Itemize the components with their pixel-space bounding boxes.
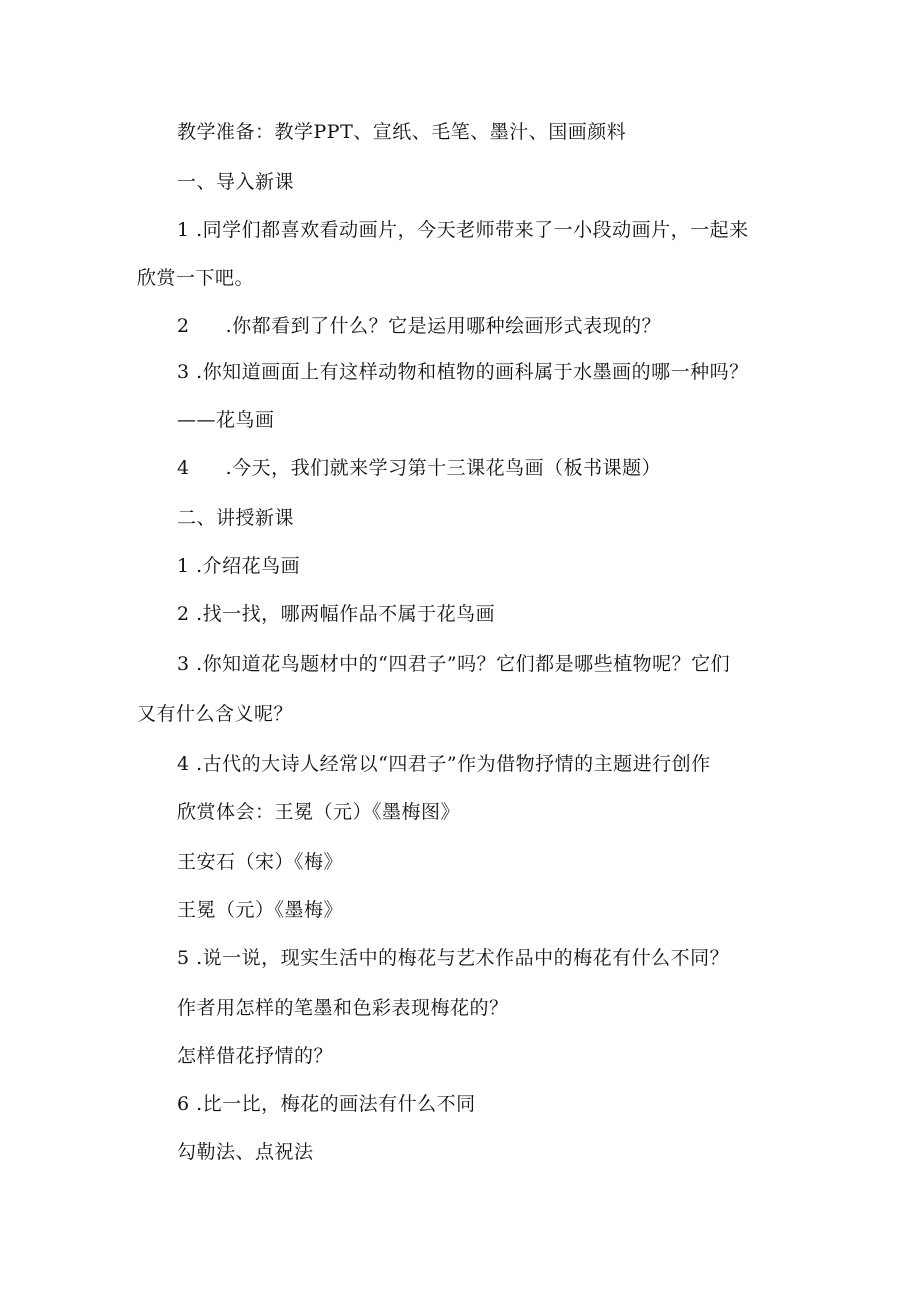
- list-item: [177, 602, 495, 626]
- list-item: [177, 1092, 476, 1116]
- item-number: 1: [177, 219, 190, 241]
- item-number: 2: [177, 603, 190, 625]
- item-number: 4: [177, 753, 190, 775]
- item-text: .你都看到了什么？它是运用哪种绘画形式表现的？: [225, 315, 662, 337]
- item-number: 6: [177, 1093, 190, 1115]
- list-item: [177, 554, 300, 578]
- item-continuation: 欣赏一下吧。: [137, 267, 255, 289]
- list-item: [177, 218, 749, 242]
- sub-answer: 勾勒法、点祝法: [177, 1141, 314, 1163]
- sub-question: 怎样借花抒情的？: [177, 1045, 334, 1067]
- item-text: .比一比，梅花的画法有什么不同: [196, 1093, 476, 1115]
- item-continuation: 又有什么含义呢？: [137, 703, 294, 725]
- item-text: .你知道花鸟题材中的“四君子”吗？它们都是哪些植物呢？它们: [196, 653, 731, 675]
- list-item: [177, 360, 749, 384]
- item-text: .古代的大诗人经常以“四君子”作为借物抒情的主题进行创作: [196, 753, 711, 775]
- list-item: [177, 752, 711, 776]
- teaching-preparation: 教学准备：教学PPT、宣纸、毛笔、墨汁、国画颜料: [177, 121, 627, 143]
- item-number: 1: [177, 555, 190, 577]
- list-item: [177, 314, 661, 338]
- item-text: .同学们都喜欢看动画片，今天老师带来了一小段动画片，一起来: [196, 219, 749, 241]
- item-text: .找一找，哪两幅作品不属于花鸟画: [196, 603, 496, 625]
- list-item: [177, 456, 661, 480]
- item-number: 3: [177, 653, 190, 675]
- item-number: 3: [177, 361, 190, 383]
- item-text: .说一说，现实生活中的梅花与艺术作品中的梅花有什么不同？: [196, 947, 730, 969]
- item-continuation: ——花鸟画: [177, 409, 275, 431]
- item-text: .介绍花鸟画: [196, 555, 301, 577]
- section-heading-intro: 一、导入新课: [177, 171, 295, 193]
- item-text: .今天，我们就来学习第十三课花鸟画（板书课题）: [225, 457, 662, 479]
- item-number: 4: [177, 457, 190, 479]
- appreciation-line: 欣赏体会：王冕（元）《墨梅图》: [177, 801, 461, 823]
- item-number: 2: [177, 315, 190, 337]
- item-number: 5: [177, 947, 190, 969]
- list-item: [177, 946, 729, 970]
- section-heading-teaching: 二、讲授新课: [177, 507, 295, 529]
- sub-question: 作者用怎样的笔墨和色彩表现梅花的？: [177, 997, 509, 1019]
- appreciation-line: 王安石（宋）《梅》: [177, 851, 344, 873]
- list-item: [177, 652, 730, 676]
- appreciation-line: 王冕（元）《墨梅》: [177, 899, 344, 921]
- item-text: .你知道画面上有这样动物和植物的画科属于水墨画的哪一种吗？: [196, 361, 749, 383]
